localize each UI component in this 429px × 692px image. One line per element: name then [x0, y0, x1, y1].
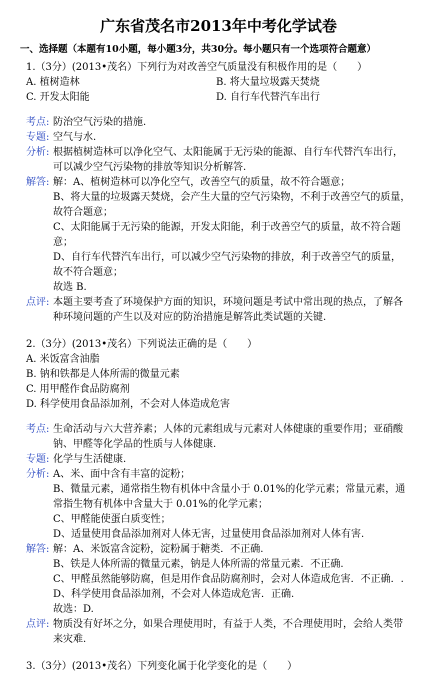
- dianping-text: 本题主要考查了环境保护方面的知识，环境问题是考试中常出现的热点，了解各种环境问题的产生以及对应的防治措施是解答此类试题的关键.: [53, 297, 403, 323]
- option-d: D. 科学使用食品添加剂，不会对人体造成危害: [26, 399, 231, 410]
- jieda-line: B、将大量的垃圾露天焚烧，会产生大量的空气污染物，不利于改善空气的质量，故符合题意；: [53, 192, 411, 218]
- question-1: [26, 60, 411, 325]
- section-heading: 一、选择题（本题有10小题，每小题3分，共30分。每小题只有一个选项符合题意）: [20, 44, 377, 55]
- option-d: D. 自行车代替汽车出行: [216, 92, 321, 103]
- jieda-line: 解：A、植树造林可以净化空气，改善空气的质量，故不符合题意；: [53, 177, 351, 188]
- question-3: [26, 659, 411, 674]
- dianping-label: 点评:: [26, 297, 50, 308]
- fenxi-label: 分析:: [26, 147, 50, 158]
- jieda-line: 解：A、米饭富含淀粉，淀粉属于糖类．不正确.: [53, 544, 264, 555]
- option-a: A. 米饭富含油脂: [26, 354, 100, 365]
- question-1-stem: 1.（3分）(2013•茂名）下列行为对改善空气质量没有积极作用的是（ ）: [26, 62, 368, 73]
- dianping-text: 物质没有好坏之分，如果合理使用时，有益于人类，不合理使用时，会给人类带来灾难.: [53, 619, 403, 645]
- fenxi-line: B、微量元素，通常指生物有机体中含量小于 0.01%的化学元素；常量元素，通常指生物有机体中含量大于 0.01%的化学元素；: [53, 484, 406, 510]
- jieda-line: 故选：D.: [53, 604, 94, 615]
- fenxi-line: C、甲醛能使蛋白质变性；: [53, 514, 171, 525]
- jieda-line: B、铁是人体所需的微量元素，钠是人体所需的常量元素．不正确.: [53, 559, 344, 570]
- kaodian-text: 防治空气污染的措施.: [53, 117, 147, 128]
- jieda-line: 故选 B.: [53, 282, 87, 293]
- question-2-stem: 2.（3分）(2013•茂名）下列说法正确的是（ ）: [26, 339, 258, 350]
- question-3-stem: 3.（3分）(2013•茂名）下列变化属于化学变化的是（ ）: [26, 661, 298, 672]
- jieda-line: C、太阳能属于无污染的能源，开发太阳能，利于改善空气的质量，故不符合题意；: [53, 222, 401, 248]
- analysis-block: [26, 422, 411, 647]
- question-2: [26, 337, 411, 647]
- kaodian-label: 考点:: [26, 117, 50, 128]
- jieda-label: 解答:: [26, 544, 50, 555]
- option-c: C. 开发太阳能: [26, 92, 90, 103]
- dianping-label: 点评:: [26, 619, 50, 630]
- jieda-line: D、自行车代替汽车出行，可以减少空气污染物的排放，利于改善空气的质量，故不符合题意；: [53, 252, 402, 278]
- kaodian-label: 考点:: [26, 424, 50, 435]
- zhuanti-label: 专题:: [26, 132, 50, 143]
- fenxi-line: A、米、面中含有丰富的淀粉；: [53, 469, 191, 480]
- option-b: B. 将大量垃圾露天焚烧: [216, 77, 320, 88]
- zhuanti-text: 化学与生活健康.: [53, 454, 127, 465]
- page-title: 广东省茂名市2013年中考化学试卷: [100, 17, 337, 35]
- question-1-options: [26, 75, 411, 105]
- jieda-label: 解答:: [26, 177, 50, 188]
- option-c: C. 用甲醛作食品防腐剂: [26, 384, 130, 395]
- fenxi-label: 分析:: [26, 469, 50, 480]
- option-a: A. 植树造林: [26, 77, 80, 88]
- option-b: B. 钠和铁都是人体所需的微量元素: [26, 369, 180, 380]
- fenxi-text: 根据植树造林可以净化空气、太阳能属于无污染的能源、自行车代替汽车出行，可以减少空气污染物的排放等知识分析解答.: [53, 147, 403, 173]
- zhuanti-label: 专题:: [26, 454, 50, 465]
- kaodian-text: 生命活动与六大营养素；人体的元素组成与元素对人体健康的重要作用；亚硝酸钠、甲醛等化学品的性质与人体健康.: [53, 424, 403, 450]
- zhuanti-text: 空气与水.: [53, 132, 97, 143]
- fenxi-line: D、适量使用食品添加剂对人体无害，过量使用食品添加剂对人体有害.: [53, 529, 365, 540]
- question-2-options: [26, 352, 411, 412]
- jieda-line: C、甲醛虽然能够防腐，但是用作食品防腐剂时，会对人体造成危害．不正确．.: [53, 574, 404, 585]
- jieda-line: D、科学使用食品添加剂，不会对人体造成危害．正确.: [53, 589, 295, 600]
- analysis-block: [26, 115, 411, 325]
